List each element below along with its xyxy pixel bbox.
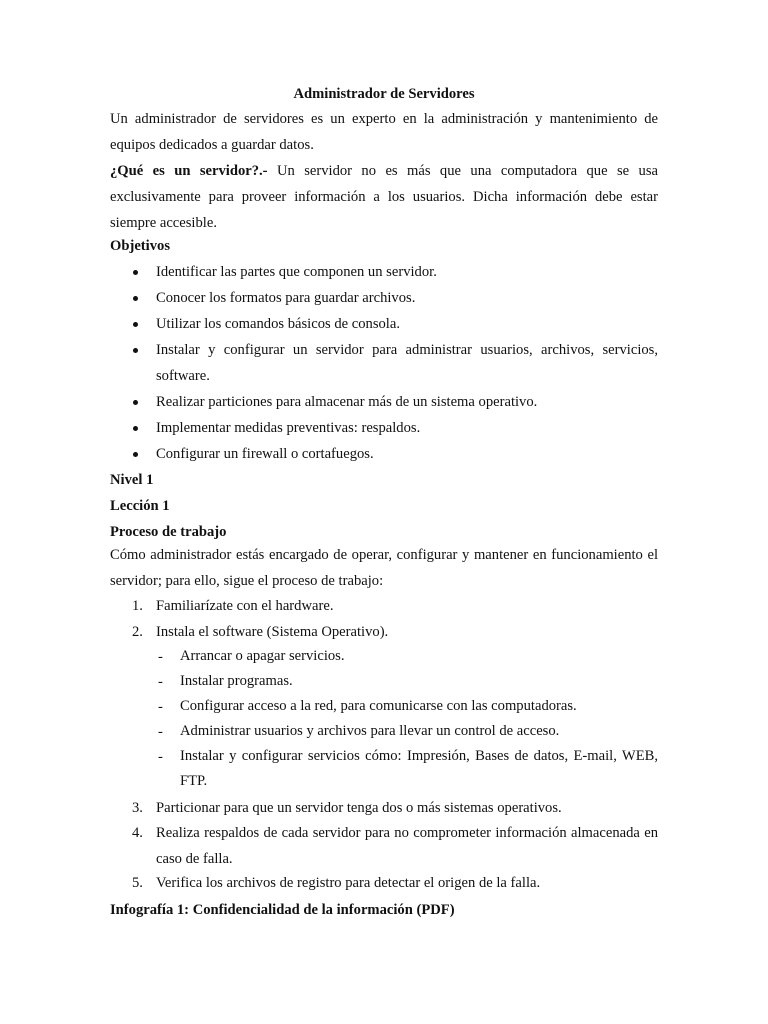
objectives-heading: Objetivos	[110, 238, 170, 254]
substep-item: Administrar usuarios y archivos para llevar un control de acceso.	[180, 723, 560, 739]
leccion-heading: Lección 1	[110, 498, 170, 514]
objective-item: Configurar un firewall o cortafuegos.	[156, 446, 374, 462]
objective-item: Utilizar los comandos básicos de consola.	[156, 316, 400, 332]
bullet-icon	[133, 296, 138, 301]
step-item: Verifica los archivos de registro para detectar el origen de la falla.	[156, 875, 541, 891]
substep-dash: -	[158, 699, 163, 715]
substep-item: Configurar acceso a la red, para comunicarse con las computadoras.	[180, 698, 577, 714]
bullet-icon	[133, 322, 138, 327]
step-number: 1.	[132, 598, 143, 614]
step-item: Instala el software (Sistema Operativo).	[156, 624, 389, 640]
intro-paragraph: Un administrador de servidores es un experto en la administración y mantenimiento de equipos dedicados a guardar datos.	[110, 111, 658, 153]
server-definition-paragraph	[110, 158, 658, 236]
server-question-label: ¿Qué es un servidor?.-	[110, 163, 268, 179]
substep-item: Arrancar o apagar servicios.	[180, 648, 345, 664]
substep-dash: -	[158, 749, 163, 765]
objective-item: Conocer los formatos para guardar archivos.	[156, 290, 416, 306]
substep-item: Instalar programas.	[180, 673, 293, 689]
objective-item: Realizar particiones para almacenar más de un sistema operativo.	[156, 394, 538, 410]
step-number: 3.	[132, 800, 143, 816]
objective-item: Instalar y configurar un servidor para administrar usuarios, archivos, servicios, software.	[156, 342, 658, 384]
nivel-heading: Nivel 1	[110, 472, 154, 488]
step-item: Familiarízate con el hardware.	[156, 598, 334, 614]
step-item: Realiza respaldos de cada servidor para no comprometer información almacenada en caso de falla.	[156, 825, 658, 867]
bullet-icon	[133, 348, 138, 353]
substep-dash: -	[158, 674, 163, 690]
bullet-icon	[133, 452, 138, 457]
server-definition-text: Un servidor no es más que una computadora que se usa exclusivamente para proveer información a los usuarios. Dicha información debe estar siempre accesible.	[110, 163, 658, 231]
step-number: 5.	[132, 875, 143, 891]
proceso-intro-paragraph: Cómo administrador estás encargado de operar, configurar y mantener en funcionamiento el servidor; para ello, sigue el proceso de trabajo:	[110, 547, 658, 589]
step-number: 2.	[132, 624, 143, 640]
substep-dash: -	[158, 649, 163, 665]
objective-item: Identificar las partes que componen un servidor.	[156, 264, 437, 280]
bullet-icon	[133, 426, 138, 431]
step-item: Particionar para que un servidor tenga dos o más sistemas operativos.	[156, 800, 562, 816]
infografia-heading: Infografía 1: Confidencialidad de la información (PDF)	[110, 902, 455, 918]
substep-item: Instalar y configurar servicios cómo: Impresión, Bases de datos, E-mail, WEB, FTP.	[180, 748, 658, 789]
objective-item: Implementar medidas preventivas: respaldos.	[156, 420, 421, 436]
document-title: Administrador de Servidores	[293, 86, 475, 102]
substep-dash: -	[158, 724, 163, 740]
step-number: 4.	[132, 825, 143, 841]
bullet-icon	[133, 400, 138, 405]
bullet-icon	[133, 270, 138, 275]
proceso-heading: Proceso de trabajo	[110, 524, 227, 540]
